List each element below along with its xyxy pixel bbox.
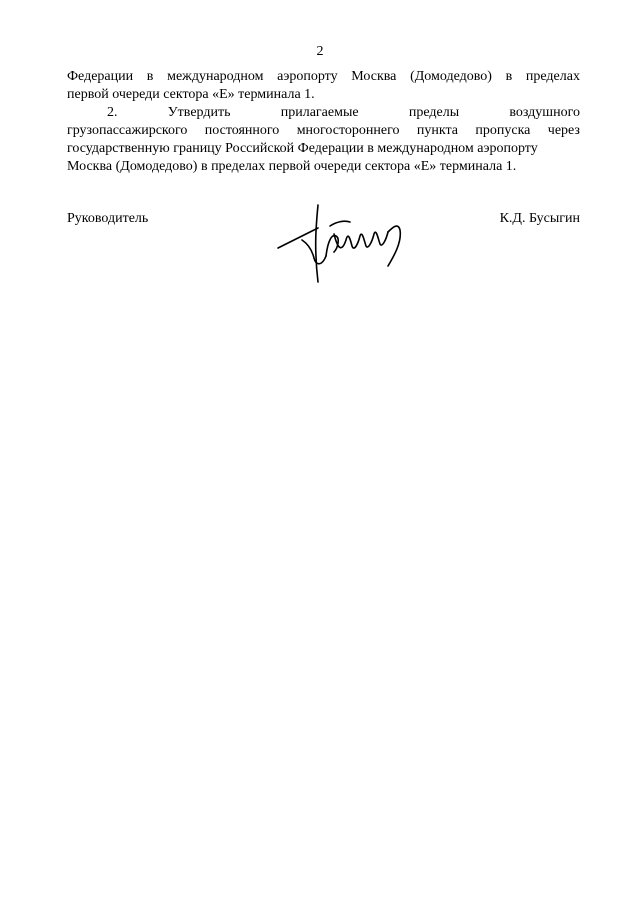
- word: аэропорту: [277, 69, 338, 84]
- word: в: [146, 69, 154, 84]
- paragraph-line: государственную границу Российской Федерации в международном аэропорту: [67, 141, 538, 156]
- word: пункта: [416, 123, 459, 138]
- word: Федерации: [67, 69, 134, 84]
- word: пределах: [525, 69, 580, 84]
- paragraph-line: [67, 68, 580, 86]
- word: в: [505, 69, 513, 84]
- word: многостороннего: [296, 123, 400, 138]
- handwritten-signature-icon: [272, 200, 412, 292]
- signer-name: К.Д. Бусыгин: [499, 211, 580, 226]
- word: (Домодедово): [410, 69, 492, 84]
- word: постоянного: [204, 123, 280, 138]
- word: пределы: [408, 105, 460, 120]
- word: международном: [167, 69, 264, 84]
- paragraph-2: [67, 104, 580, 176]
- word: 2.: [107, 105, 118, 120]
- paragraph-line: Москва (Домодедово) в пределах первой очереди сектора «Е» терминала 1.: [67, 159, 517, 174]
- page-number: 2: [316, 44, 324, 59]
- word: Утвердить: [167, 105, 231, 120]
- word: грузопассажирского: [67, 123, 188, 138]
- word: Москва: [351, 69, 397, 84]
- paragraph-line: [67, 104, 580, 122]
- word: воздушного: [509, 105, 580, 120]
- paragraph-continuation: [67, 68, 580, 104]
- paragraph-line: [67, 122, 580, 140]
- word: через: [547, 123, 580, 138]
- paragraph-line: первой очереди сектора «Е» терминала 1.: [67, 87, 315, 102]
- word: прилагаемые: [280, 105, 359, 120]
- signer-title: Руководитель: [67, 211, 149, 226]
- word: пропуска: [475, 123, 531, 138]
